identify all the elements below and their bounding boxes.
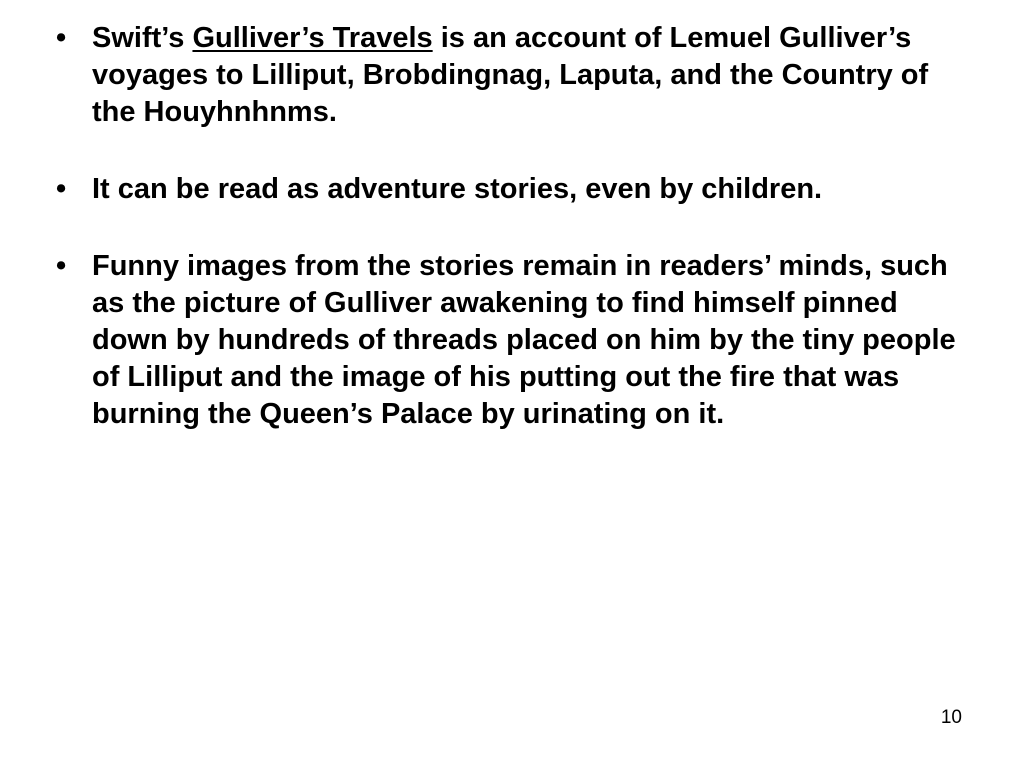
bullet-item-funny-images [56, 248, 966, 433]
bullet-marker: • [56, 22, 67, 54]
bullet-marker: • [56, 173, 67, 205]
bullet-text: It can be read as adventure stories, even by children. [92, 173, 823, 205]
bullet-list [56, 20, 966, 473]
book-title: Gulliver’s Travels [192, 22, 433, 54]
bullet-item-gullivers-travels [56, 20, 966, 131]
bullet-text-suffix: is an account of Lemuel Gulliver’s voyages to Lilliput, Brobdingnag, Laputa, and the Country of the Houyhnhnms. [92, 22, 929, 128]
bullet-text: Funny images from the stories remain in readers’ minds, such as the picture of Gulliver awakening to find himself pinned down by hundreds of threads placed on him by the tiny people of Lilliput and the image of his putting out the fire that was burning the Queen’s Palace by urinating on it. [92, 250, 956, 430]
page-number: 10 [940, 707, 962, 728]
bullet-marker: • [56, 250, 67, 282]
bullet-text-prefix: Swift’s [92, 22, 193, 54]
bullet-item-adventure-stories [56, 171, 966, 208]
